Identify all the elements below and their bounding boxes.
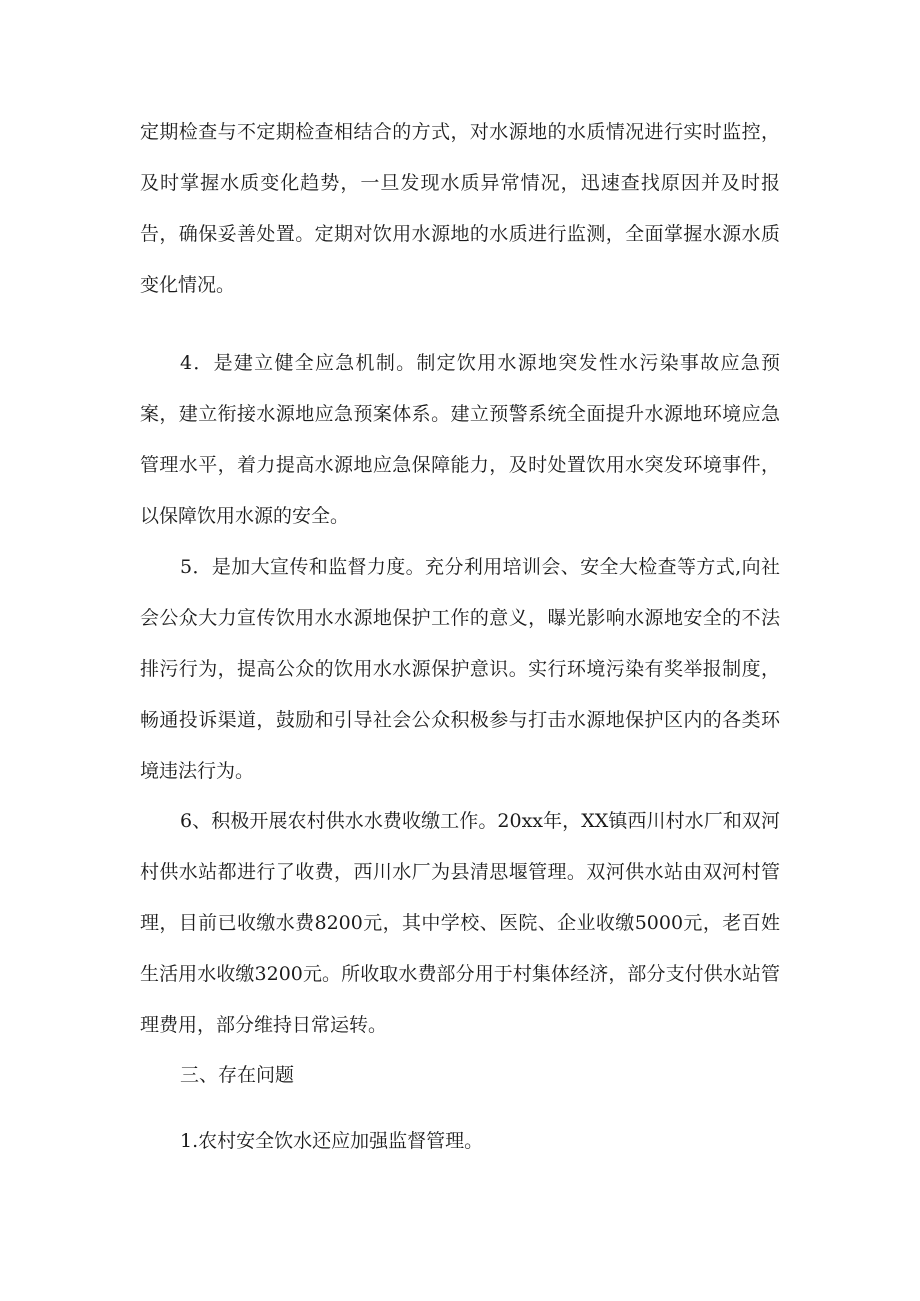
- section-heading-existing-problems: 三、存在问题: [180, 1064, 295, 1086]
- paragraph-emergency-mechanism: 4．是建立健全应急机制。制定饮用水源地突发性水污染事故应急预案，建立衔接水源地应急预案体系。建立预警系统全面提升水源地环境应急管理水平，着力提高水源地应急保障能力，及时处置饮用水突发环境事件，以保障饮用水源的安全。: [140, 352, 780, 527]
- paragraph-publicity-supervision: 5．是加大宣传和监督力度。充分利用培训会、安全大检查等方式,向社会公众大力宣传饮用水水源地保护工作的意义，曝光影响水源地安全的不法排污行为，提高公众的饮用水水源保护意识。实行环境污染有奖举报制度，畅通投诉渠道，鼓励和引导社会公众积极参与打击水源地保护区内的各类环境违法行为。: [140, 556, 780, 782]
- paragraph-problem-1: 1.农村安全饮水还应加强监督管理。: [180, 1130, 484, 1152]
- paragraph-water-fee-collection: 6、积极开展农村供水水费收缴工作。20xx年，XX镇西川村水厂和双河村供水站都进行了收费，西川水厂为县清思堰管理。双河供水站由双河村管理，目前已收缴水费8200元，其中学校、医院、企业收缴5000元，老百姓生活用水收缴3200元。所收取水费部分用于村集体经济，部分支付供水站管理费用，部分维持日常运转。: [140, 810, 780, 1036]
- paragraph-water-quality-monitoring: 定期检查与不定期检查相结合的方式，对水源地的水质情况进行实时监控，及时掌握水质变化趋势，一旦发现水质异常情况，迅速查找原因并及时报告，确保妥善处置。定期对饮用水源地的水质进行监测，全面掌握水源水质变化情况。: [140, 121, 780, 296]
